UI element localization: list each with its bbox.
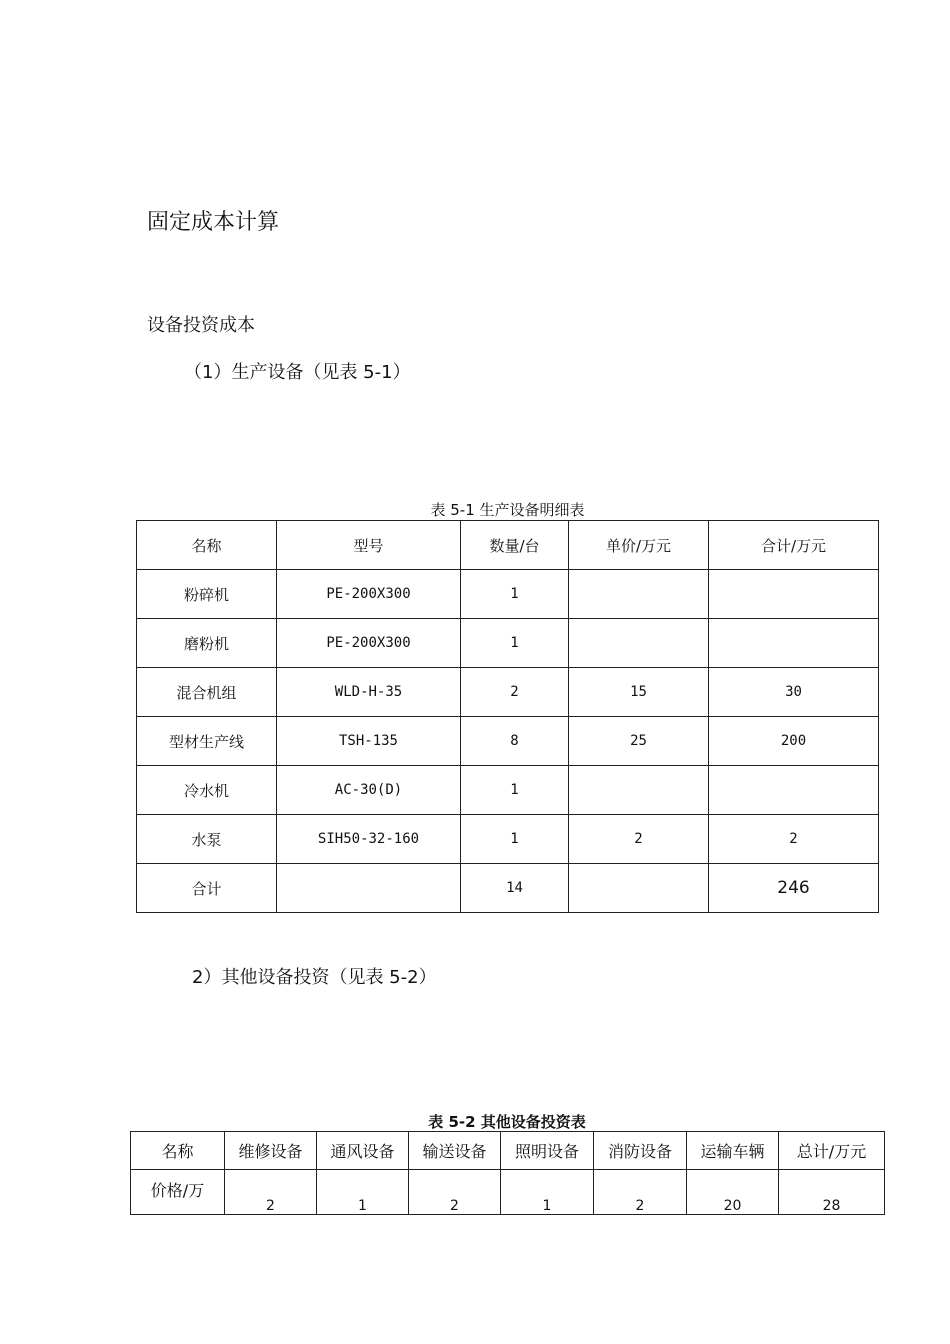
equipment-quantity: 8 xyxy=(461,717,569,766)
table2-header-cell: 消防设备 xyxy=(594,1132,687,1170)
table1-total-row xyxy=(137,864,879,913)
price-value: 20 xyxy=(687,1170,779,1215)
production-equipment-table xyxy=(136,520,879,913)
table1-header-cell: 合计/万元 xyxy=(709,521,879,570)
table2-header-cell: 照明设备 xyxy=(501,1132,594,1170)
equipment-subtotal: 2 xyxy=(709,815,879,864)
equipment-name: 水泵 xyxy=(137,815,277,864)
table-row xyxy=(137,668,879,717)
total-unit-price xyxy=(569,864,709,913)
table-row xyxy=(131,1170,885,1215)
table-row xyxy=(137,619,879,668)
equipment-unit-price: 2 xyxy=(569,815,709,864)
equipment-unit-price xyxy=(569,570,709,619)
equipment-subtotal xyxy=(709,619,879,668)
table1-header-row xyxy=(137,521,879,570)
equipment-model: PE-200X300 xyxy=(277,619,461,668)
equipment-model: AC-30(D) xyxy=(277,766,461,815)
section1-title: （1）生产设备（见表 5-1） xyxy=(184,362,411,383)
table2-caption: 表 5-2 其他设备投资表 xyxy=(428,1113,586,1131)
table-row xyxy=(137,766,879,815)
total-amount: 246 xyxy=(709,864,879,913)
page-heading: 固定成本计算 xyxy=(147,210,280,235)
equipment-unit-price xyxy=(569,766,709,815)
equipment-quantity: 1 xyxy=(461,619,569,668)
equipment-subtotal: 30 xyxy=(709,668,879,717)
equipment-model: PE-200X300 xyxy=(277,570,461,619)
equipment-quantity: 1 xyxy=(461,570,569,619)
price-total: 28 xyxy=(779,1170,885,1215)
equipment-unit-price: 25 xyxy=(569,717,709,766)
table2-header-cell: 输送设备 xyxy=(409,1132,501,1170)
total-label: 合计 xyxy=(137,864,277,913)
equipment-model: SIH50-32-160 xyxy=(277,815,461,864)
table2-header-cell: 总计/万元 xyxy=(779,1132,885,1170)
table-row xyxy=(137,570,879,619)
equipment-name: 混合机组 xyxy=(137,668,277,717)
total-model xyxy=(277,864,461,913)
table2-header-row xyxy=(131,1132,885,1170)
section-subheading: 设备投资成本 xyxy=(147,315,255,336)
table2-header-cell: 维修设备 xyxy=(225,1132,317,1170)
table1-header-cell: 数量/台 xyxy=(461,521,569,570)
equipment-quantity: 2 xyxy=(461,668,569,717)
table2-header-cell: 通风设备 xyxy=(317,1132,409,1170)
price-value: 1 xyxy=(317,1170,409,1215)
equipment-name: 冷水机 xyxy=(137,766,277,815)
equipment-quantity: 1 xyxy=(461,815,569,864)
equipment-name: 磨粉机 xyxy=(137,619,277,668)
equipment-model: WLD-H-35 xyxy=(277,668,461,717)
equipment-unit-price xyxy=(569,619,709,668)
table1-header-cell: 型号 xyxy=(277,521,461,570)
price-value: 2 xyxy=(225,1170,317,1215)
section2-title: 2）其他设备投资（见表 5-2） xyxy=(192,967,437,988)
equipment-name: 粉碎机 xyxy=(137,570,277,619)
table2-header-cell: 名称 xyxy=(131,1132,225,1170)
equipment-quantity: 1 xyxy=(461,766,569,815)
equipment-subtotal: 200 xyxy=(709,717,879,766)
price-value: 2 xyxy=(594,1170,687,1215)
equipment-name: 型材生产线 xyxy=(137,717,277,766)
price-value: 2 xyxy=(409,1170,501,1215)
table-row xyxy=(137,815,879,864)
equipment-unit-price: 15 xyxy=(569,668,709,717)
equipment-subtotal xyxy=(709,766,879,815)
price-value: 1 xyxy=(501,1170,594,1215)
table1-header-cell: 名称 xyxy=(137,521,277,570)
table2-header-cell: 运输车辆 xyxy=(687,1132,779,1170)
total-quantity: 14 xyxy=(461,864,569,913)
table1-header-cell: 单价/万元 xyxy=(569,521,709,570)
table1-caption: 表 5-1 生产设备明细表 xyxy=(430,501,585,519)
equipment-model: TSH-135 xyxy=(277,717,461,766)
price-row-label: 价格/万 xyxy=(131,1170,225,1215)
table-row xyxy=(137,717,879,766)
equipment-subtotal xyxy=(709,570,879,619)
other-equipment-table xyxy=(130,1131,885,1215)
